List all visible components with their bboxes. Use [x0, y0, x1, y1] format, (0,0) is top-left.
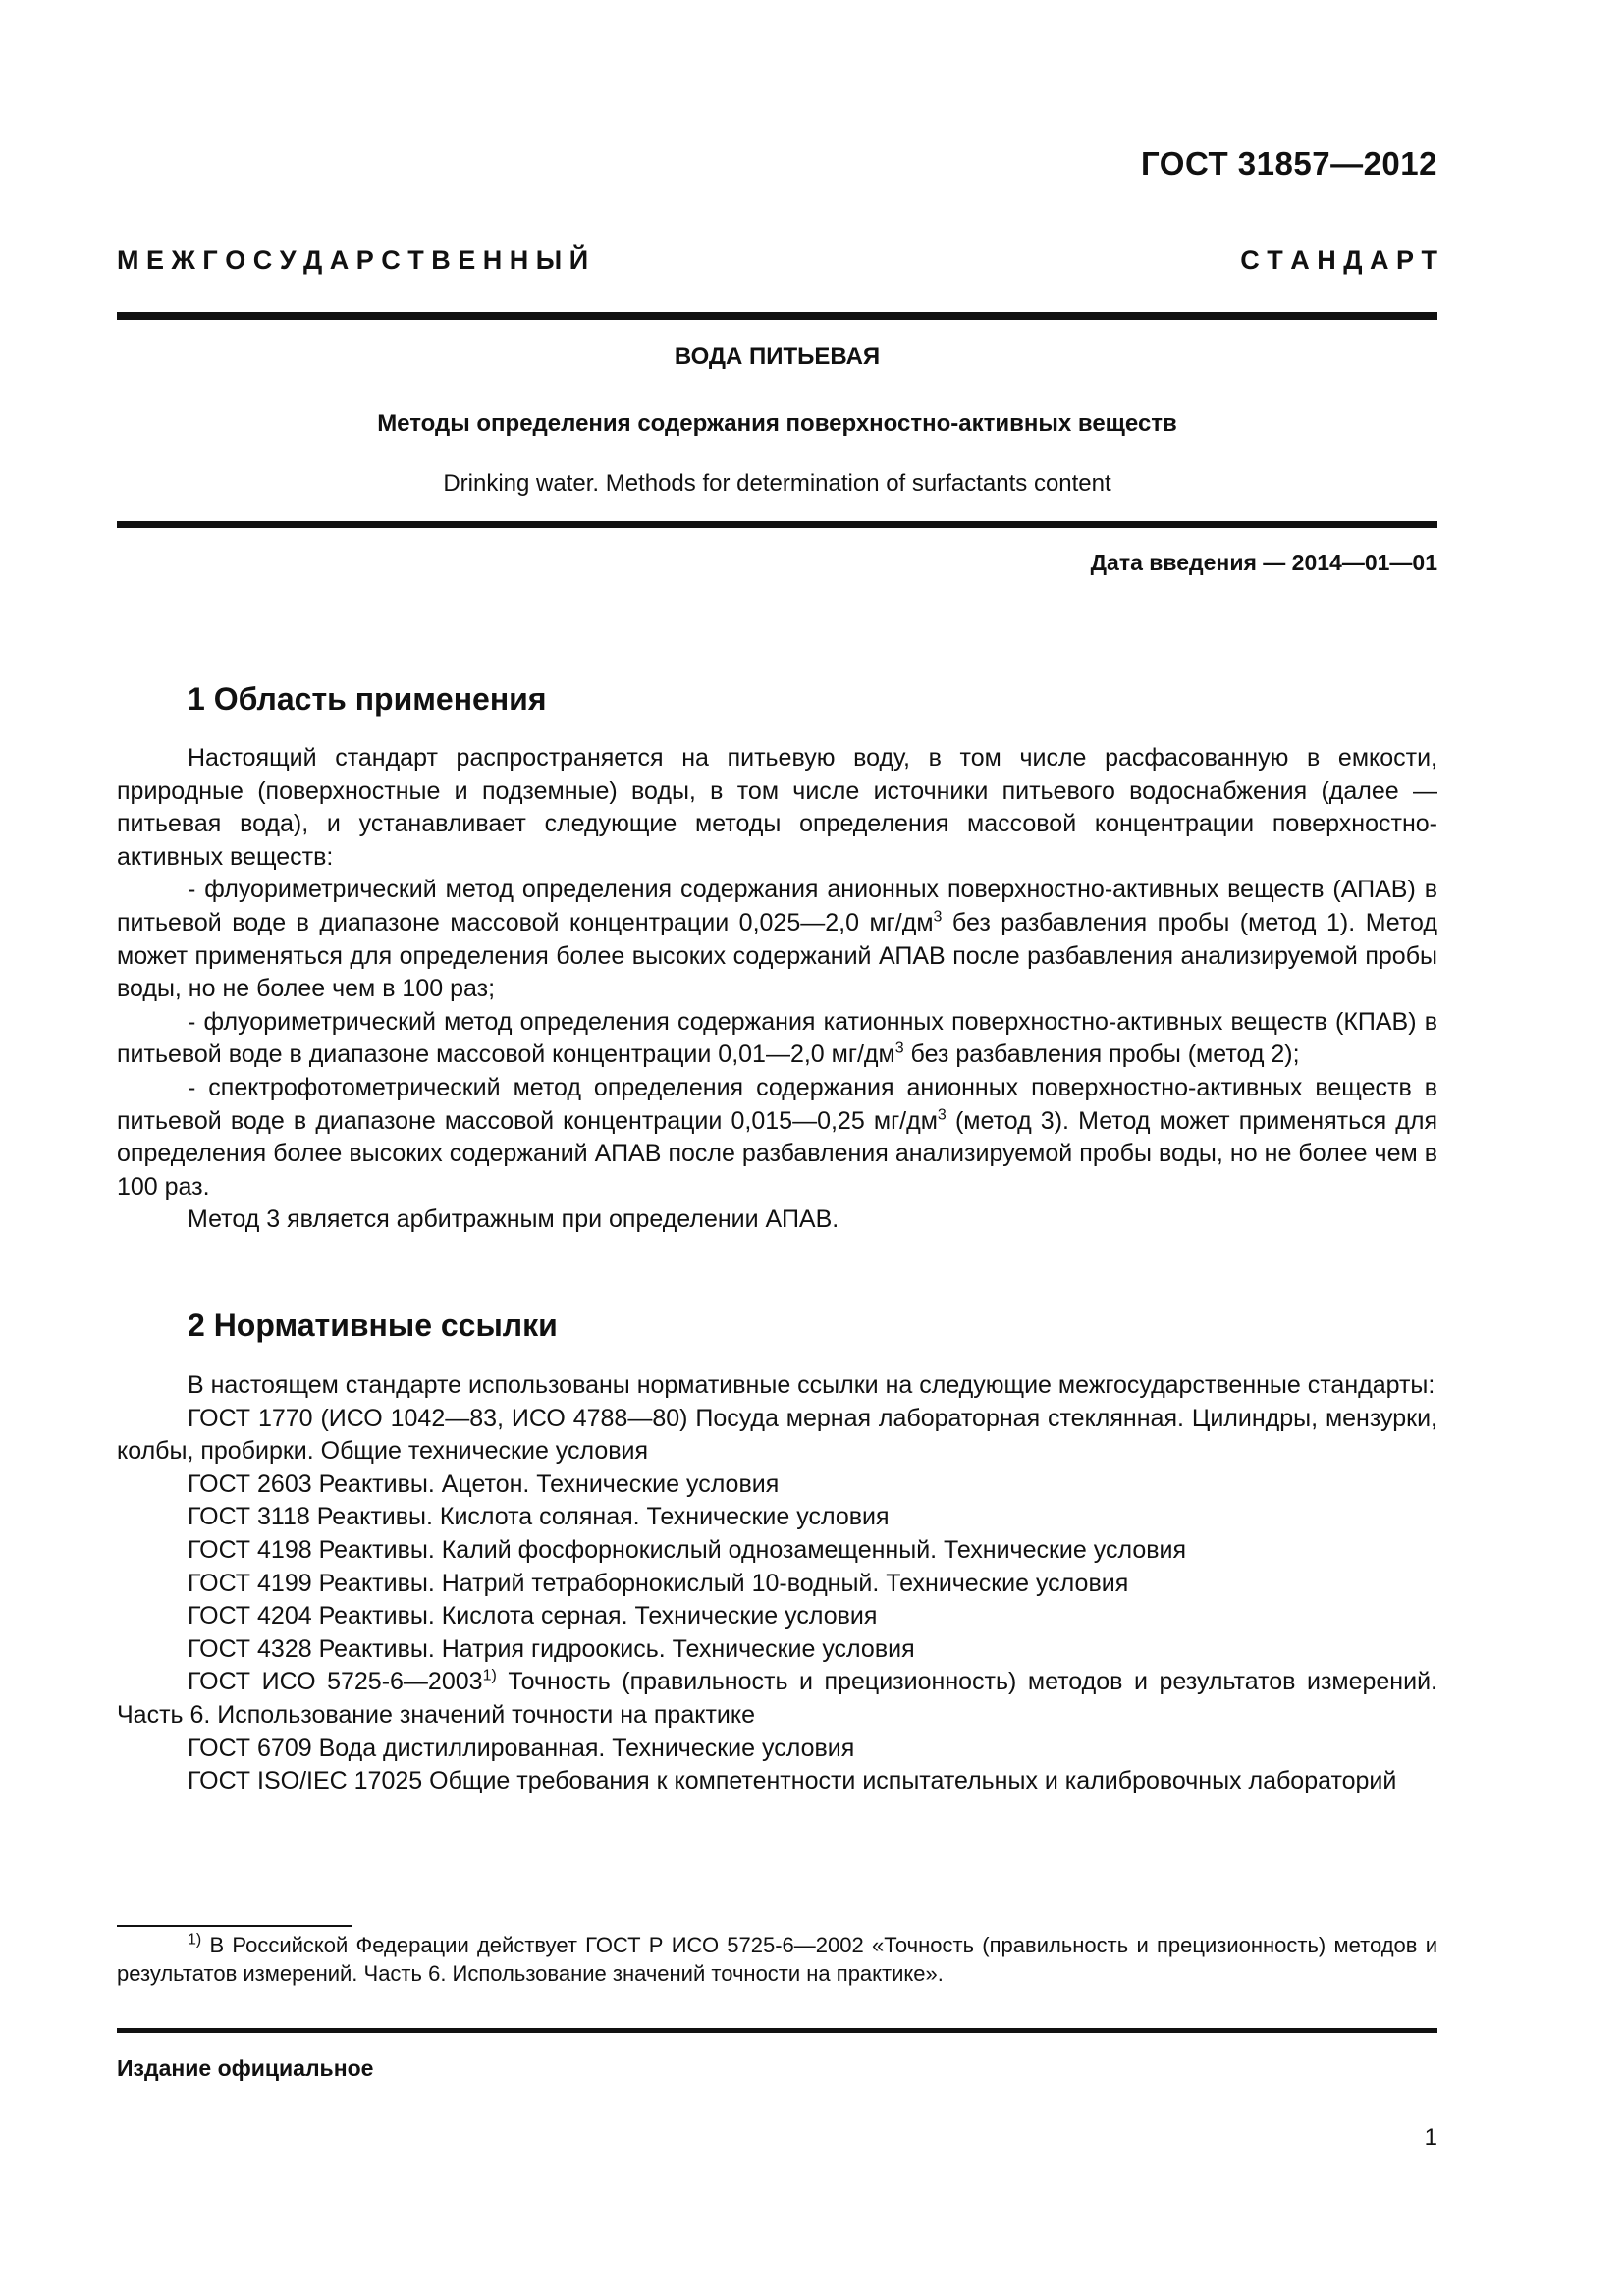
standard-word: С Т А Н Д А Р Т [1240, 245, 1437, 275]
section-2-body [117, 1369, 1437, 1798]
reference-item: ГОСТ 4204 Реактивы. Кислота серная. Технические условия [188, 1602, 878, 1630]
interstate-word: М Е Ж Г О С У Д А Р С Т В Е Н Н Ы Й [117, 245, 589, 275]
interstate-standard-banner [117, 245, 1437, 276]
reference-item: ГОСТ 6709 Вода дистиллированная. Технические условия [188, 1734, 855, 1762]
document-subtitle: Методы определения содержания поверхностно-активных веществ [377, 410, 1177, 437]
standard-number: ГОСТ 31857—2012 [1141, 145, 1437, 182]
paragraph: В настоящем стандарте использованы нормативные ссылки на следующие межгосударственные стандарты: [188, 1371, 1435, 1399]
title-rule [117, 521, 1437, 528]
official-edition-label: Издание официальное [117, 2056, 374, 2081]
section-1-heading: 1 Область применения [188, 681, 547, 717]
footnote-ref[interactable]: 1) [482, 1668, 497, 1685]
reference-item: ГОСТ 1770 (ИСО 1042—83, ИСО 4788—80) Посуда мерная лабораторная стеклянная. Цилиндры, мензурки, колбы, пробирки. Общие технические условия [117, 1404, 1437, 1466]
reference-item: ГОСТ 3118 Реактивы. Кислота соляная. Технические условия [188, 1503, 890, 1531]
reference-item: ГОСТ 4198 Реактивы. Калий фосфорнокислый однозамещенный. Технические условия [188, 1535, 1187, 1564]
footnote-mark: 1) [188, 1931, 202, 1949]
reference-item: ГОСТ 4199 Реактивы. Натрий тетраборнокислый 10-водный. Технические условия [188, 1569, 1129, 1597]
introduction-date: Дата введения — 2014—01—01 [1090, 550, 1437, 575]
footnote: $^{1)}$ В Российской Федерации действует ГОСТ Р ИСО 5725-6—2002 «Точность (правильность и прецизионность) методов и результатов измерений. Часть 6. Использование значений точности на практике». [117, 1931, 1437, 1986]
bottom-rule [117, 2028, 1437, 2033]
reference-item: ГОСТ 4328 Реактивы. Натрия гидроокись. Технические условия [188, 1634, 915, 1663]
reference-item: ГОСТ ISO/IEC 17025 Общие требования к компетентности испытательных и калибровочных лабораторий [188, 1767, 1397, 1795]
document-page [117, 0, 1437, 2296]
paragraph: Метод 3 является арбитражным при определении АПАВ. [188, 1205, 839, 1234]
reference-item: ГОСТ ИСО 5725-6—2003$^{1)}$ Точность (правильность и прецизионность) методов и результатов измерений. Часть 6. Использование значений точности на практике [117, 1668, 1437, 1729]
page-number: 1 [1424, 2124, 1437, 2151]
document-title: ВОДА ПИТЬЕВАЯ [674, 344, 881, 370]
section-2-heading: 2 Нормативные ссылки [188, 1308, 558, 1343]
reference-item: ГОСТ 2603 Реактивы. Ацетон. Технические условия [188, 1469, 780, 1498]
paragraph: - флуориметрический метод определения содержания анионных поверхностно-активных веществ (АПАВ) в питьевой воде в диапазоне массовой концентрации 0,025—2,0 $мг/дм^3$ без разбавления пробы (метод 1). Метод может применяться для определения более высоких содержаний АПАВ после разбавления анализируемой пробы воды, но не более чем в 100 раз; [117, 876, 1437, 1003]
paragraph: - спектрофотометрический метод определения содержания анионных поверхностно-активных веществ в питьевой воде в диапазоне массовой концентрации 0,015—0,25 $мг/дм^3$ (метод 3). Метод может применяться для определения более высоких содержаний АПАВ после разбавления анализируемой пробы воды, но не более чем в 100 раз. [117, 1073, 1437, 1201]
document-title-english: Drinking water. Methods for determination of surfactants content [443, 470, 1111, 497]
footnote-separator [117, 1925, 352, 1927]
top-rule [117, 312, 1437, 320]
section-1-body [117, 742, 1437, 1237]
paragraph: - флуориметрический метод определения содержания катионных поверхностно-активных веществ (КПАВ) в питьевой воде в диапазоне массовой концентрации 0,01—2,0 $мг/дм^3$ без разбавления пробы (метод 2); [117, 1007, 1437, 1069]
paragraph: Настоящий стандарт распространяется на питьевую воду, в том числе расфасованную в емкости, природные (поверхностные и подземные) воды, в том числе источники питьевого водоснабжения (далее — питьевая вода), и устанавливает следующие методы определения массовой концентрации поверхностно-активных веществ: [117, 744, 1437, 871]
